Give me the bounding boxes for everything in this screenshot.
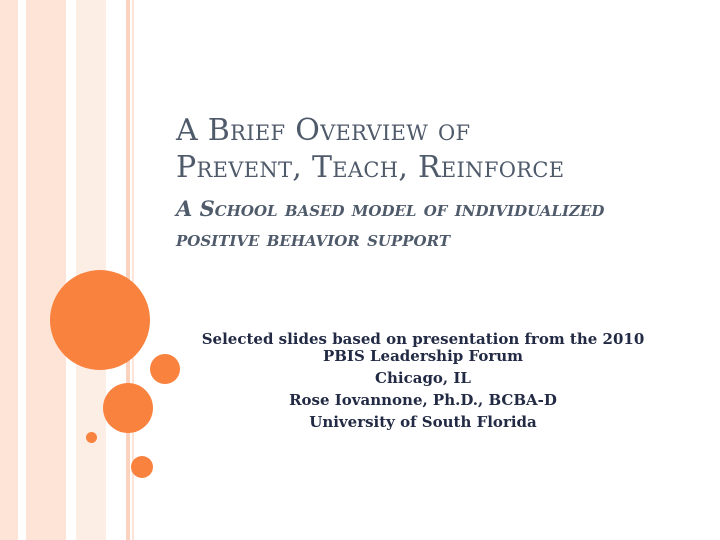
decorative-stripe [0, 0, 18, 540]
info-line-institution: University of South Florida [309, 413, 537, 431]
title-line-2: Prevent, Teach, Reinforce [176, 150, 565, 185]
decorative-stripe [66, 0, 76, 540]
decorative-circle-medium [103, 383, 153, 433]
info-line-location: Chicago, IL [375, 369, 471, 387]
subtitle-line-1: A School based model of individualized [176, 196, 605, 221]
title-line-1: A Brief Overview of [176, 113, 471, 148]
decorative-stripe [18, 0, 26, 540]
info-line-source: Selected slides based on presentation from the 2010 [201, 330, 645, 348]
slide-title [176, 112, 696, 186]
slide-subtitle [176, 194, 696, 254]
presentation-info [190, 331, 656, 431]
decorative-circle-large [50, 270, 150, 370]
decorative-circle-small [150, 354, 180, 384]
decorative-circle-tiny [86, 432, 97, 443]
subtitle-line-2: positive behavior support [176, 226, 450, 251]
decorative-stripe [26, 0, 66, 540]
info-line-presenter: Rose Iovannone, Ph.D., BCBA-D [289, 391, 557, 409]
info-line-forum: PBIS Leadership Forum [322, 347, 524, 365]
decorative-circle-small [131, 456, 153, 478]
decorative-stripe [126, 0, 130, 540]
